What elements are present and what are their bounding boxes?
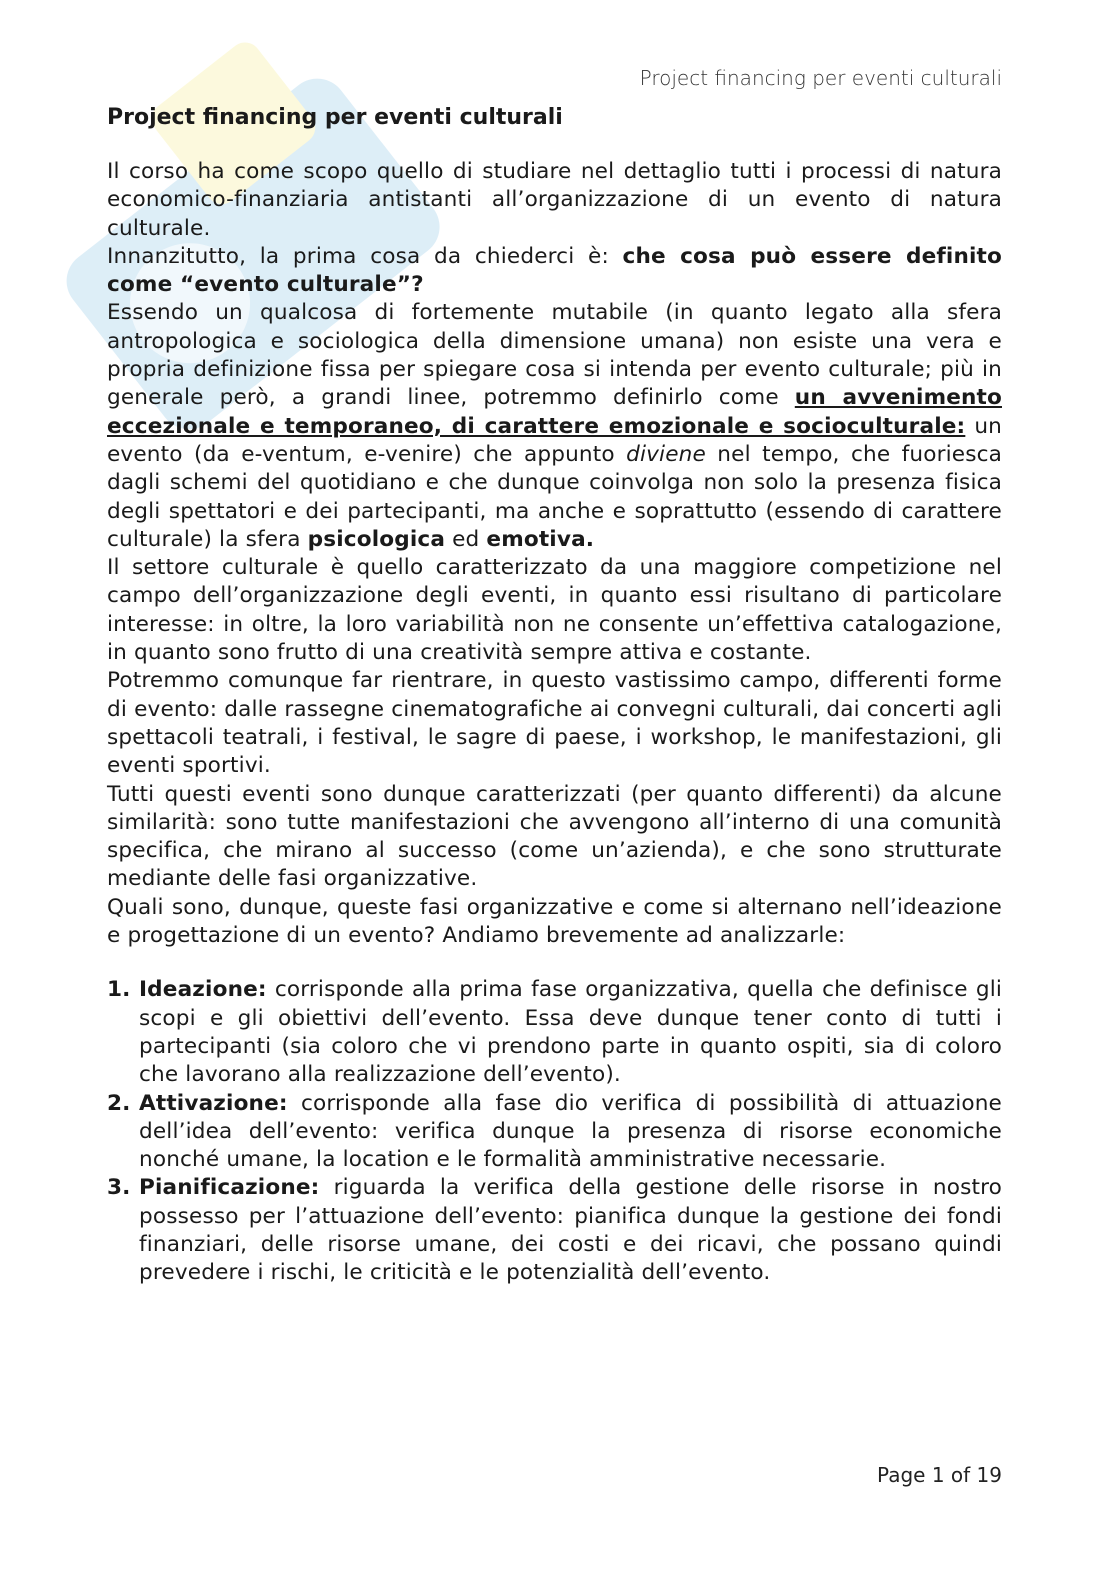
- list-text: riguarda la verifica della gestione delle risorse in nostro possesso per l’attuazione dell’evento: pianifica dunque la gestione dei fondi finanziari, delle risorse umane, dei costi e dei ricavi, che possano quindi prevedere i rischi, le criticità e le potenzialità dell’evento.: [139, 1175, 1002, 1286]
- list-number: 3.: [107, 1175, 131, 1201]
- list-text: corrisponde alla fase dio verifica di possibilità di attuazione dell’idea dell’evento: verifica dunque la presenza di risorse economiche nonché umane, la location e le formalità amministrative necessarie.: [139, 1090, 1002, 1173]
- paragraph-similarities: Tutti questi eventi sono dunque caratterizzati (per quanto differenti) da alcune similarità: sono tutte manifestazioni che avvengono all’interno di una comunità specifica, che mirano al successo (come un’azienda), e che sono strutturate mediante delle fasi organizzative.: [107, 781, 1002, 892]
- definition-highlight: un avvenimento eccezionale e temporaneo, di carattere emozionale e socioculturale:: [107, 385, 1002, 439]
- list-term: Ideazione:: [139, 977, 267, 1003]
- list-text: corrisponde alla prima fase organizzativa, quella che definisce gli scopi e gli obiettivi dell’evento. Essa deve dunque tener conto di tutti i partecipanti (sia coloro che vi prendono parte in quanto ospiti, sia di coloro che lavorano alla realizzazione dell’evento).: [139, 977, 1002, 1088]
- list-term: Attivazione:: [139, 1090, 288, 1116]
- paragraph-phases-intro: Quali sono, dunque, queste fasi organizzative e come si alternano nell’ideazione e progettazione di un evento? Andiamo brevemente ad analizzarle:: [107, 894, 1002, 949]
- list-number: 1.: [107, 977, 131, 1003]
- definition-text-a: Essendo un qualcosa di fortemente mutabile (in quanto legato alla sfera antropologica e sociologica della dimensione umana) non esiste una vera e propria definizione fissa per spiegare cosa si intenda per evento culturale; più in generale però, a grandi linee, potremmo definirlo come: [107, 300, 1002, 411]
- list-term: Pianificazione:: [139, 1175, 320, 1201]
- document-title: Project financing per eventi culturali: [107, 105, 563, 130]
- list-item: [107, 1090, 1002, 1175]
- definition-text-e: nel tempo, che fuoriesca dagli schemi del quotidiano e che dunque coinvolga non solo la presenza fisica degli spettatori e dei partecipanti, ma anche e soprattutto (essendo di carattere culturale) la sfera: [107, 441, 1002, 552]
- list-item: [107, 976, 1002, 1089]
- paragraph-definition: [107, 299, 1002, 554]
- paragraph-forms: Potremmo comunque far rientrare, in questo vastissimo campo, differenti forme di evento: dalle rassegne cinematografiche ai convegni culturali, dai concerti agli spettacoli teatrali, i festival, le sagre di paese, i workshop, le manifestazioni, gli eventi sportivi.: [107, 668, 1002, 779]
- running-header: Project financing per eventi culturali: [639, 66, 1002, 90]
- paragraph-sector: Il settore culturale è quello caratterizzato da una maggiore competizione nel campo dell’organizzazione degli eventi, in quanto essi risultano di particolare interesse: in oltre, la loro variabilità non ne consente un’effettiva catalogazione, in quanto sono frutto di una creatività sempre attiva e costante.: [107, 555, 1002, 666]
- paragraph-intro: Il corso ha come scopo quello di studiare nel dettaglio tutti i processi di natura economico-finanziaria antistanti all’organizzazione di un evento di natura culturale.: [107, 159, 1002, 241]
- question-bold: che cosa può essere definito come “evento culturale”?: [107, 243, 1003, 298]
- page-number: Page 1 of 19: [877, 1463, 1002, 1487]
- definition-bold-emotional: emotiva.: [486, 526, 595, 552]
- definition-text-c: un evento (da e-ventum, e-venire) che appunto: [107, 413, 1003, 467]
- list-item: [107, 1174, 1002, 1287]
- list-number: 2.: [107, 1090, 131, 1116]
- question-lead: Innanzitutto, la prima cosa da chiederci è:: [107, 243, 623, 269]
- definition-italic: diviene: [626, 441, 706, 467]
- definition-bold-psychological: psicologica: [307, 526, 446, 552]
- paragraph-question: [107, 243, 1002, 300]
- phases-list: [107, 976, 1002, 1287]
- document-body: [107, 104, 1002, 1288]
- definition-text-g: ed: [445, 526, 487, 552]
